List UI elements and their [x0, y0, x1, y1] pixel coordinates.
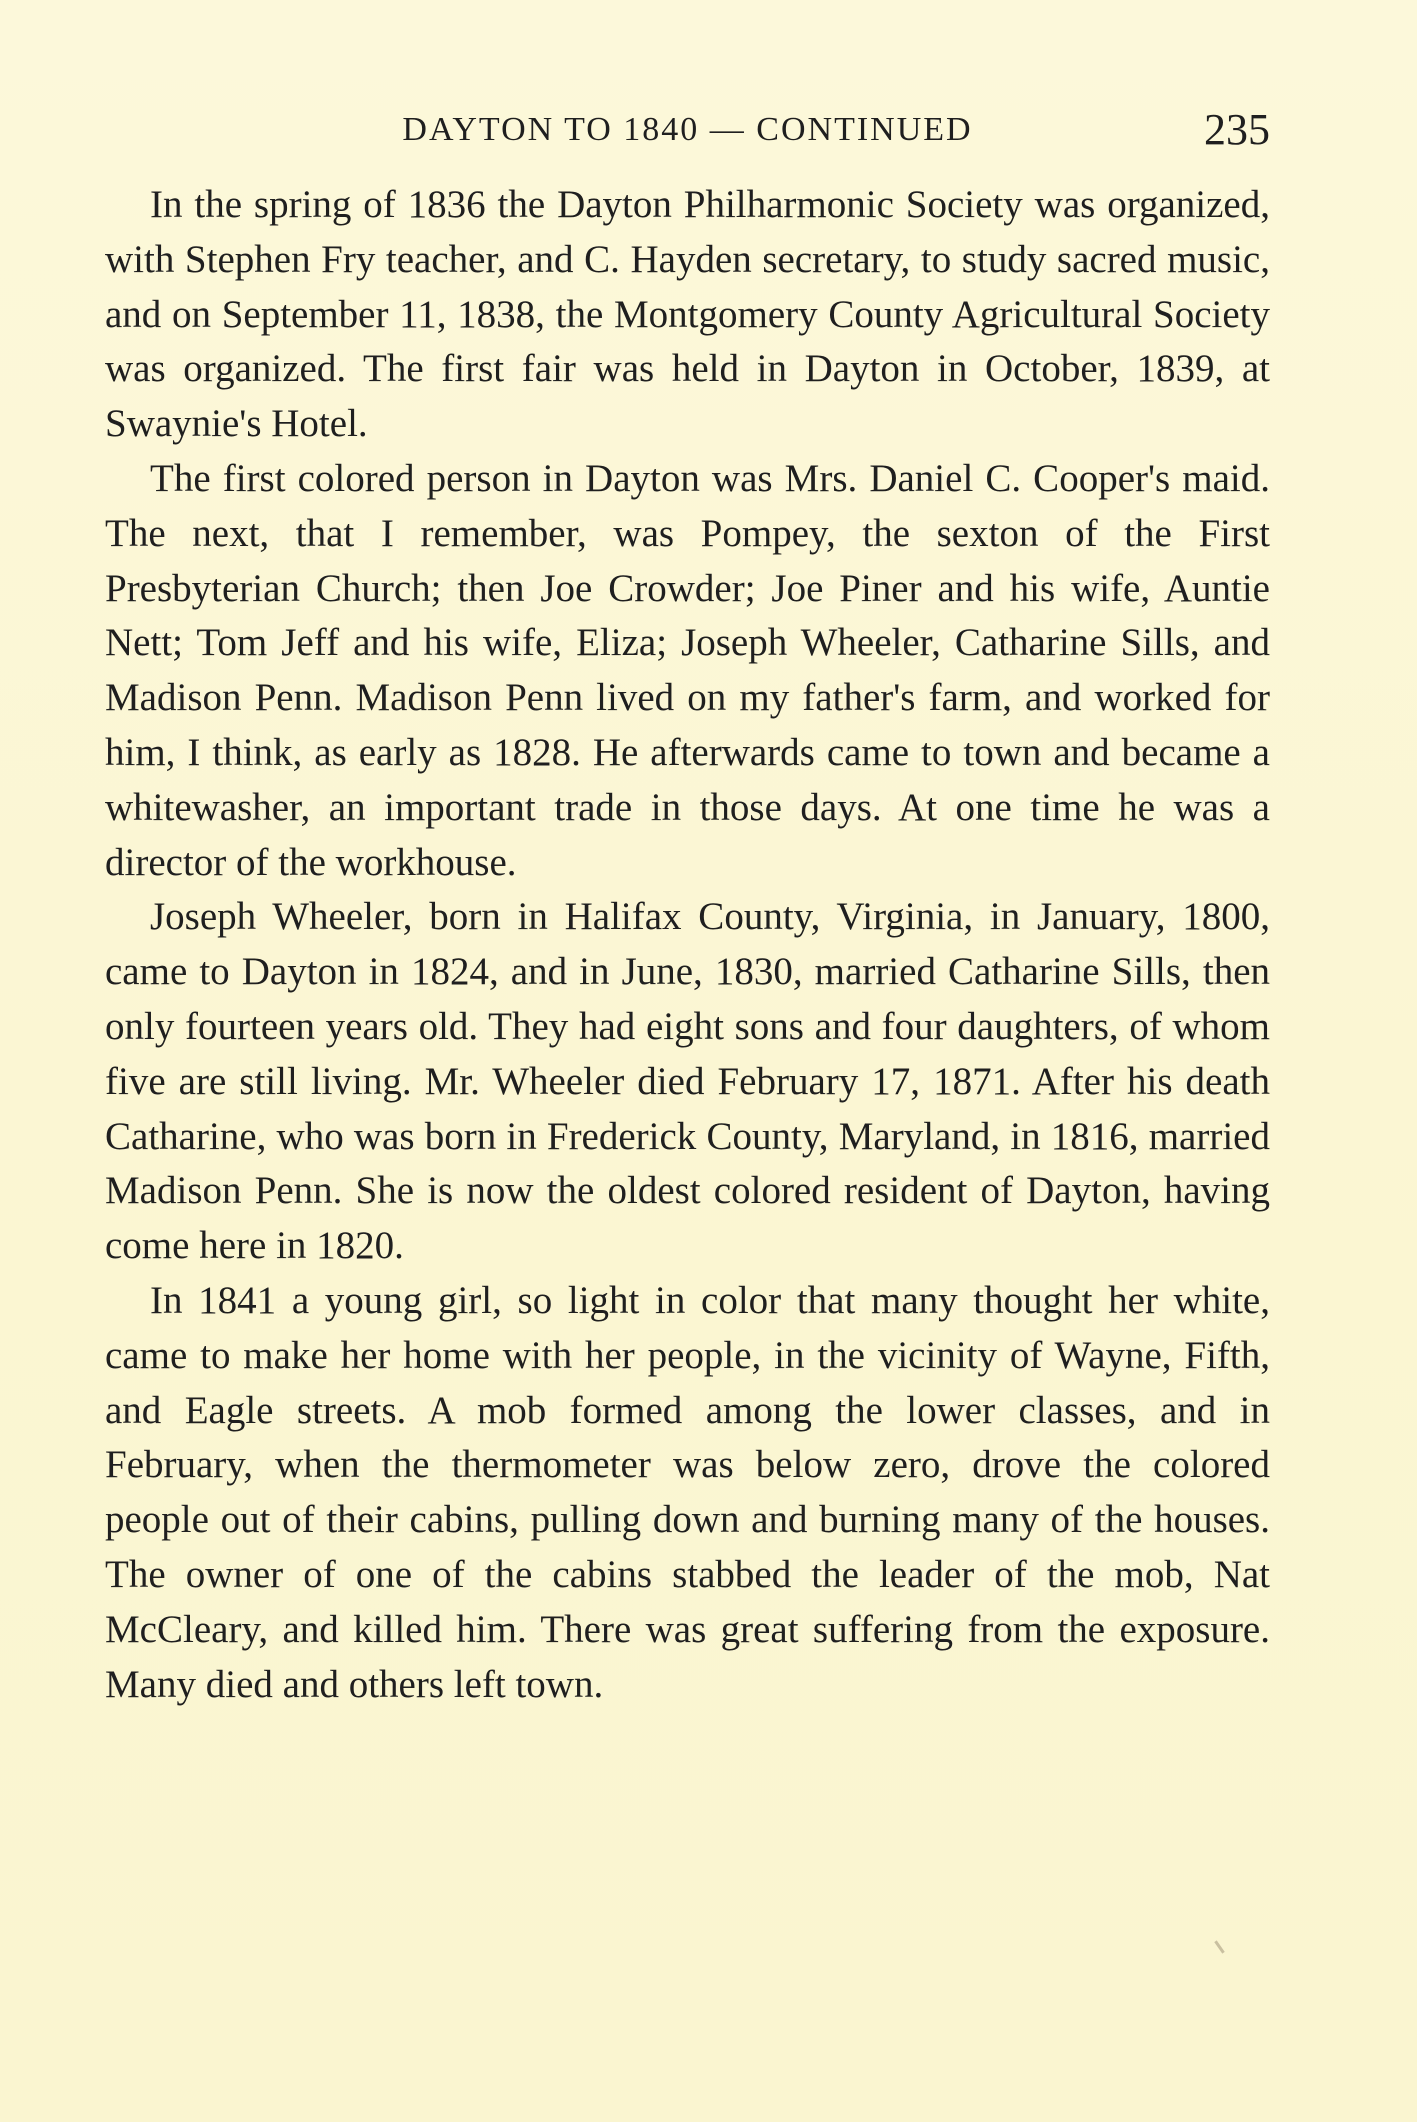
paragraph-joseph-wheeler: Joseph Wheeler, born in Halifax County, Virginia, in January, 1800, came to Dayton in 1824, and in June, 1830, married Catharine Sills, then only fourteen years old. They had eight sons and four daughters, of whom five are still living. Mr. Wheeler died February 17, 1871. After his death Catharine, who was born in Frederick County, Maryland, in 1816, married Madison Penn. She is now the oldest colored resident of Dayton, having come here in 1820.: [105, 895, 1270, 1268]
page-header: [105, 100, 1270, 160]
paragraph-first-colored-residents: The first colored person in Dayton was Mrs. Daniel C. Cooper's maid. The next, that I remember, was Pompey, the sexton of the First Presbyterian Church; then Joe Crowder; Joe Piner and his wife, Auntie Nett; Tom Jeff and his wife, Eliza; Joseph Wheeler, Catharine Sills, and Madison Penn. Madison Penn lived on my father's farm, and worked for him, I think, as early as 1828. He afterwards came to town and became a whitewasher, an important trade in those days. At one time he was a director of the workhouse.: [105, 456, 1270, 884]
ink-mark: [1214, 1940, 1224, 1953]
paragraph-philharmonic-society: In the spring of 1836 the Dayton Philharmonic Society was organized, with Stephen Fry teacher, and C. Hayden secretary, to study sacred music, and on September 11, 1838, the Montgomery County Agricultural Society was organized. The first fair was held in Dayton in October, 1839, at Swaynie's Hotel.: [105, 183, 1270, 446]
body-text: [105, 178, 1270, 1712]
paragraph-1841-mob: In 1841 a young girl, so light in color that many thought her white, came to make her home with her people, in the vicinity of Wayne, Fifth, and Eagle streets. A mob formed among the lower classes, and in February, when the thermometer was below zero, drove the colored people out of their cabins, pulling down and burning many of the houses. The owner of one of the cabins stabbed the leader of the mob, Nat McCleary, and killed him. There was great suffering from the exposure. Many died and others left town.: [105, 1278, 1270, 1706]
page-number: 235: [1204, 105, 1270, 154]
running-head: DAYTON TO 1840 — CONTINUED: [402, 111, 973, 148]
